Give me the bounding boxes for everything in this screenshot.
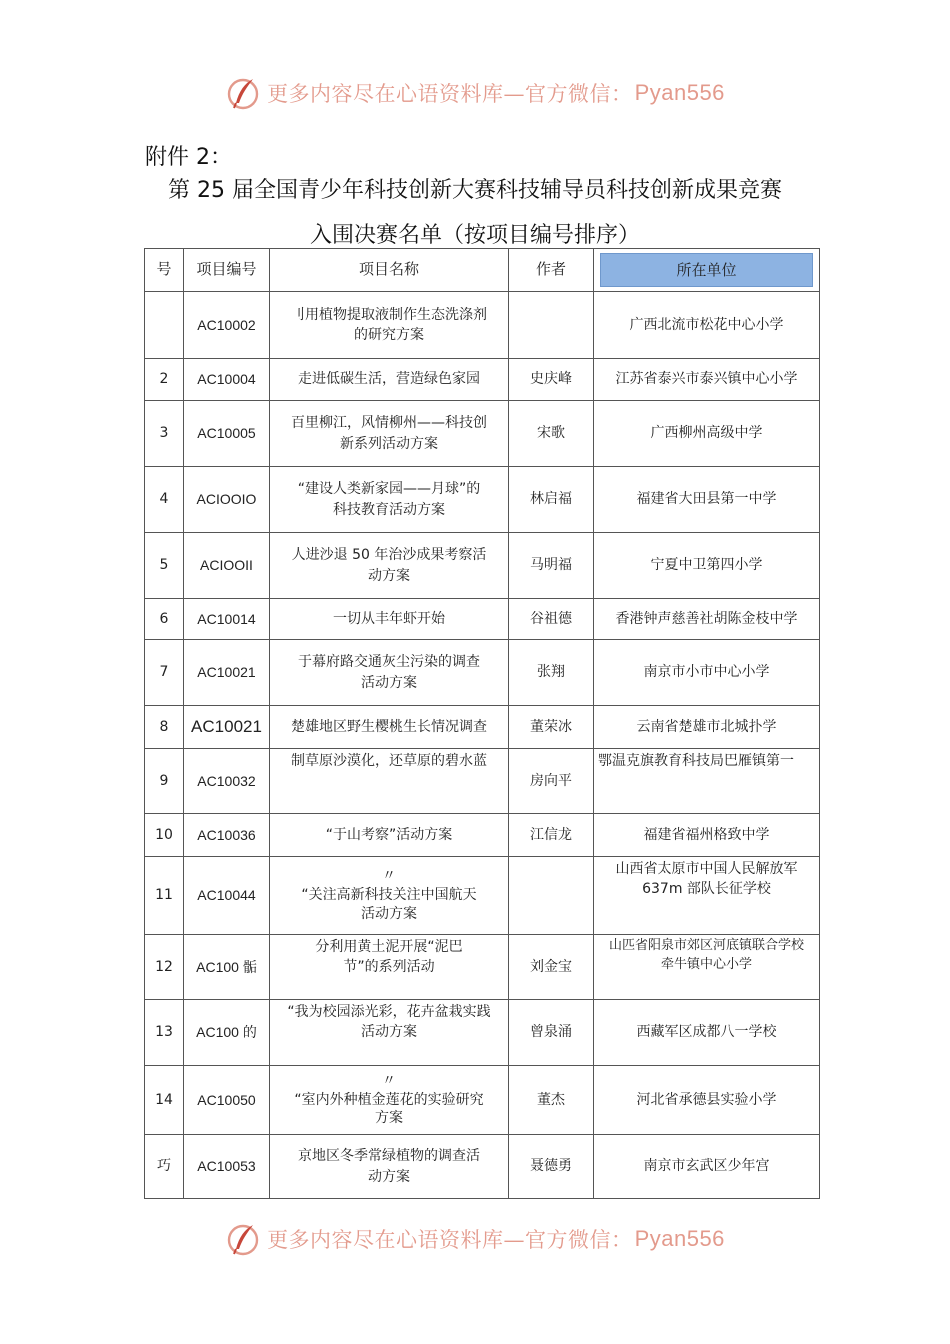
table-row — [145, 467, 820, 533]
row-unit: 鄂温克旗教育科技局巴雁镇第一 — [594, 749, 820, 814]
row-name: “于山考察”活动方案 — [270, 814, 509, 857]
row-no: 9 — [145, 749, 184, 814]
row-unit: 山匹省阳泉市郊区河底镇联合学校 牵牛镇中心小学 — [594, 935, 820, 1000]
row-code: AC10050 — [184, 1066, 270, 1135]
attachment-label: 附件 2： — [145, 145, 232, 170]
row-name: 〃 “室内外种植金莲花的实验研究 方案 — [270, 1066, 509, 1135]
header-author: 作者 — [509, 249, 594, 292]
row-name: 刂用植物提取液制作生态洗涤剂 的研究方案 — [270, 292, 509, 359]
row-unit: 南京市小市中心小学 — [594, 640, 820, 706]
row-author: 张翔 — [509, 640, 594, 706]
row-no: 12 — [145, 935, 184, 1000]
header-no: 号 — [145, 249, 184, 292]
table-row — [145, 749, 820, 814]
row-unit: 广西柳州高级中学 — [594, 401, 820, 467]
row-author: 董荣冰 — [509, 706, 594, 749]
table-row — [145, 359, 820, 401]
row-code: AC10053 — [184, 1135, 270, 1199]
row-name: 〃 “关注高新科技关注中国航天 活动方案 — [270, 857, 509, 935]
row-code: ACIOOII — [184, 533, 270, 599]
row-name: “我为校园添光彩，花卉盆栽实践 活动方案 — [270, 1000, 509, 1066]
row-code: AC10021 — [184, 640, 270, 706]
row-name: 于幕府路交通灰尘污染的调查 活动方案 — [270, 640, 509, 706]
feather-pen-logo-icon — [225, 75, 261, 111]
row-unit: 广西北流市松花中心小学 — [594, 292, 820, 359]
watermark-text: 更多内容尽在心语资料库—官方微信： — [267, 1228, 633, 1252]
row-unit: 山西省太原市中国人民解放军 637m 部队长征学校 — [594, 857, 820, 935]
row-name: 百里柳江，风情柳州——科技创 新系列活动方案 — [270, 401, 509, 467]
row-code: AC10032 — [184, 749, 270, 814]
row-unit: 福建省大田县第一中学 — [594, 467, 820, 533]
table-row — [145, 1135, 820, 1199]
header-name: 项目名称 — [270, 249, 509, 292]
row-code: AC10005 — [184, 401, 270, 467]
row-author: 林启福 — [509, 467, 594, 533]
row-author: 江信龙 — [509, 814, 594, 857]
row-author: 谷祖德 — [509, 599, 594, 640]
row-no: 4 — [145, 467, 184, 533]
header-code: 项目编号 — [184, 249, 270, 292]
row-author: 刘金宝 — [509, 935, 594, 1000]
table-row — [145, 857, 820, 935]
row-code: AC100 的 — [184, 1000, 270, 1066]
row-author: 房向平 — [509, 749, 594, 814]
row-code: ACIOOIO — [184, 467, 270, 533]
row-author: 曾泉涌 — [509, 1000, 594, 1066]
row-unit: 江苏省泰兴市泰兴镇中心小学 — [594, 359, 820, 401]
row-name: 走进低碳生活，营造绿色家园 — [270, 359, 509, 401]
row-author: 宋歌 — [509, 401, 594, 467]
row-code: AC10014 — [184, 599, 270, 640]
watermark-bottom — [0, 1219, 950, 1259]
table-row — [145, 814, 820, 857]
row-name: 分利用黄土泥开展“泥巴 节”的系列活动 — [270, 935, 509, 1000]
watermark-top — [0, 73, 950, 113]
row-code: AC10021 — [184, 706, 270, 749]
row-code: AC10004 — [184, 359, 270, 401]
row-author: 马明福 — [509, 533, 594, 599]
table-row — [145, 640, 820, 706]
row-code: AC10044 — [184, 857, 270, 935]
header-unit-cell — [594, 249, 820, 292]
row-name: 人进沙退 50 年治沙成果考察活 动方案 — [270, 533, 509, 599]
table-row — [145, 1000, 820, 1066]
row-name: 制草原沙漠化，还草原的碧水蓝 — [270, 749, 509, 814]
row-no: 7 — [145, 640, 184, 706]
row-no: 14 — [145, 1066, 184, 1135]
row-code: AC10036 — [184, 814, 270, 857]
row-code: AC100 骺 — [184, 935, 270, 1000]
row-no: 6 — [145, 599, 184, 640]
row-unit: 福建省福州格致中学 — [594, 814, 820, 857]
row-unit: 南京市玄武区少年宫 — [594, 1135, 820, 1199]
row-unit: 云南省楚雄市北城扑学 — [594, 706, 820, 749]
table-row — [145, 706, 820, 749]
table-row — [145, 1066, 820, 1135]
row-no: 2 — [145, 359, 184, 401]
row-name: 京地区冬季常绿植物的调查活 动方案 — [270, 1135, 509, 1199]
row-no: 13 — [145, 1000, 184, 1066]
row-unit: 西藏军区成都八一学校 — [594, 1000, 820, 1066]
row-no: 5 — [145, 533, 184, 599]
header-unit: 所在单位 — [600, 253, 813, 287]
row-name: “建设人类新家园——月球”的 科技教育活动方案 — [270, 467, 509, 533]
row-no: 8 — [145, 706, 184, 749]
table-row — [145, 401, 820, 467]
row-author — [509, 292, 594, 359]
table-row — [145, 935, 820, 1000]
row-no — [145, 292, 184, 359]
row-code: AC10002 — [184, 292, 270, 359]
row-name: 一切从丰年虾开始 — [270, 599, 509, 640]
row-no: 11 — [145, 857, 184, 935]
finalist-table — [144, 248, 820, 1199]
row-unit: 香港钟声慈善社胡陈金枝中学 — [594, 599, 820, 640]
row-no: 巧 — [145, 1135, 184, 1199]
row-author: 聂德勇 — [509, 1135, 594, 1199]
table-header-row — [145, 249, 820, 292]
row-unit: 宁夏中卫第四小学 — [594, 533, 820, 599]
document-title-line1: 第 25 届全国青少年科技创新大赛科技辅导员科技创新成果竞赛 — [168, 178, 782, 203]
row-name: 楚雄地区野生樱桃生长情况调查 — [270, 706, 509, 749]
table-row — [145, 533, 820, 599]
row-author — [509, 857, 594, 935]
table-row — [145, 599, 820, 640]
table-row — [145, 292, 820, 359]
row-author: 董杰 — [509, 1066, 594, 1135]
row-no: 10 — [145, 814, 184, 857]
watermark-id: Pyan556 — [634, 1226, 725, 1251]
row-no: 3 — [145, 401, 184, 467]
watermark-id: Pyan556 — [634, 80, 725, 105]
row-unit: 河北省承德县实验小学 — [594, 1066, 820, 1135]
row-author: 史庆峰 — [509, 359, 594, 401]
feather-pen-logo-icon — [225, 1221, 261, 1257]
watermark-text: 更多内容尽在心语资料库—官方微信： — [267, 82, 633, 106]
document-title-line2: 入围决赛名单（按项目编号排序） — [309, 223, 640, 248]
